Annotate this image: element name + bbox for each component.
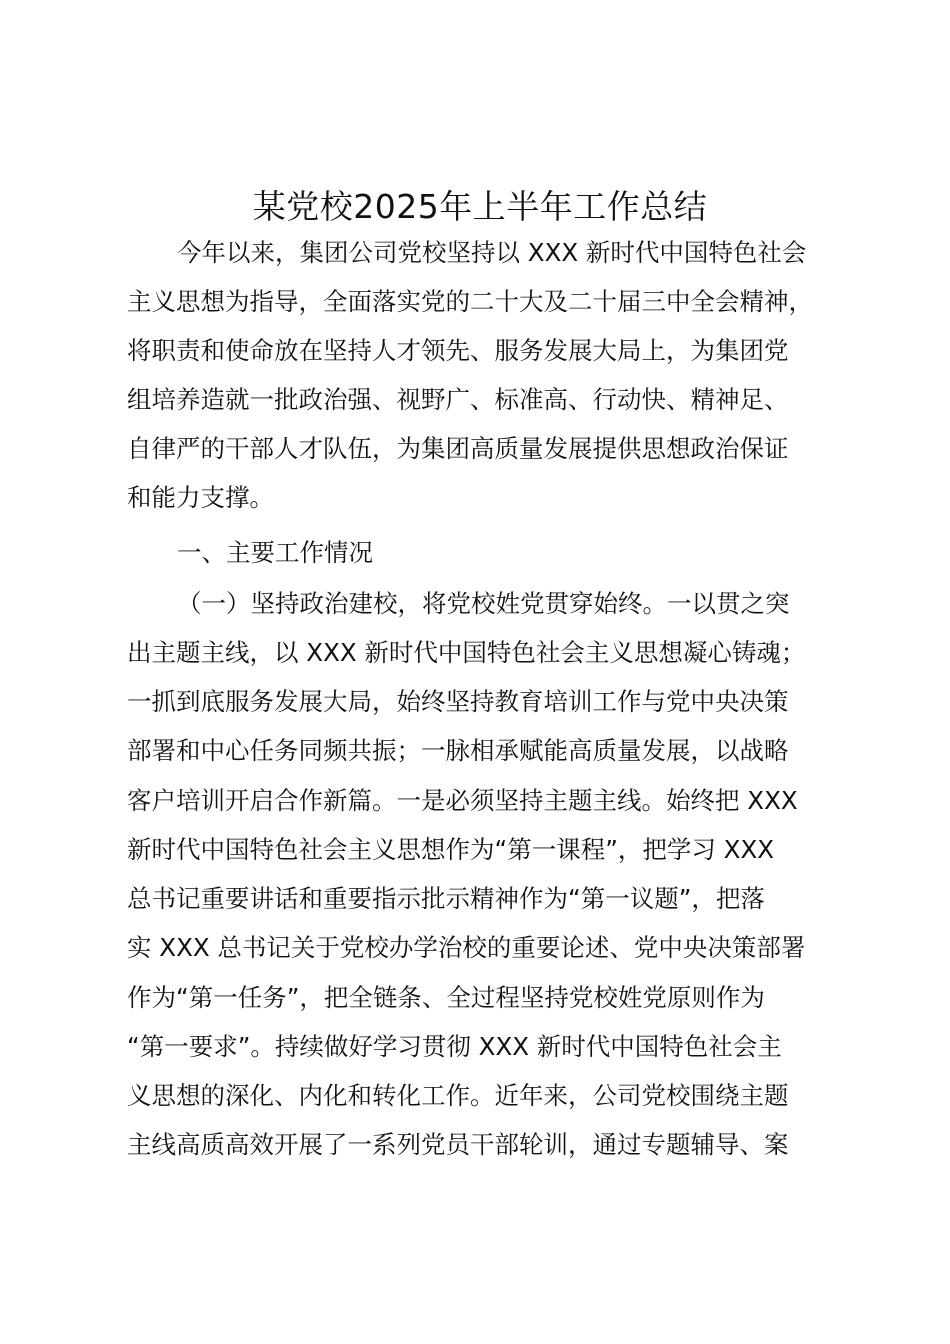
paragraph-line: 客户培训开启合作新篇。一是必须坚持主题主线。始终把 XXX xyxy=(127,786,798,815)
paragraph-line: 将职责和使命放在坚持人才领先、服务发展大局上，为集团党 xyxy=(127,336,789,365)
document-title: 某党校2025年上半年工作总结 xyxy=(252,187,708,226)
section-heading: 一、主要工作情况 xyxy=(177,538,373,567)
paragraph-line: （一）坚持政治建校，将党校姓党贯穿始终。一以贯之突 xyxy=(177,589,790,618)
paragraph-line: 作为“第一任务”，把全链条、全过程坚持党校姓党原则作为 xyxy=(127,983,765,1012)
paragraph-line: 出主题主线，以 XXX 新时代中国特色社会主义思想凝心铸魂； xyxy=(127,638,806,667)
paragraph-line: 组培养造就一批政治强、视野广、标准高、行动快、精神足、 xyxy=(127,385,789,414)
paragraph-line: “第一要求”。持续做好学习贯彻 XXX 新时代中国特色社会主 xyxy=(127,1032,782,1061)
paragraph-line: 总书记重要讲话和重要指示批示精神作为“第一议题”，把落 xyxy=(127,884,765,913)
paragraph-line: 主义思想为指导，全面落实党的二十大及二十届三中全会精神， xyxy=(127,287,813,316)
paragraph-line: 新时代中国特色社会主义思想作为“第一课程”，把学习 XXX xyxy=(127,835,775,864)
paragraph-line: 主线高质高效开展了一系列党员干部轮训，通过专题辅导、案 xyxy=(127,1130,789,1159)
paragraph-line: 部署和中心任务同频共振；一脉相承赋能高质量发展，以战略 xyxy=(127,736,789,765)
paragraph-line: 义思想的深化、内化和转化工作。近年来，公司党校围绕主题 xyxy=(127,1081,789,1110)
paragraph-line: 一抓到底服务发展大局，始终坚持教育培训工作与党中央决策 xyxy=(127,687,789,716)
paragraph-line: 和能力支撑。 xyxy=(127,483,274,512)
paragraph-line: 实 XXX 总书记关于党校办学治校的重要论述、党中央决策部署 xyxy=(127,933,806,962)
paragraph-line: 今年以来，集团公司党校坚持以 XXX 新时代中国特色社会 xyxy=(177,238,807,267)
paragraph-line: 自律严的干部人才队伍，为集团高质量发展提供思想政治保证 xyxy=(127,434,789,463)
